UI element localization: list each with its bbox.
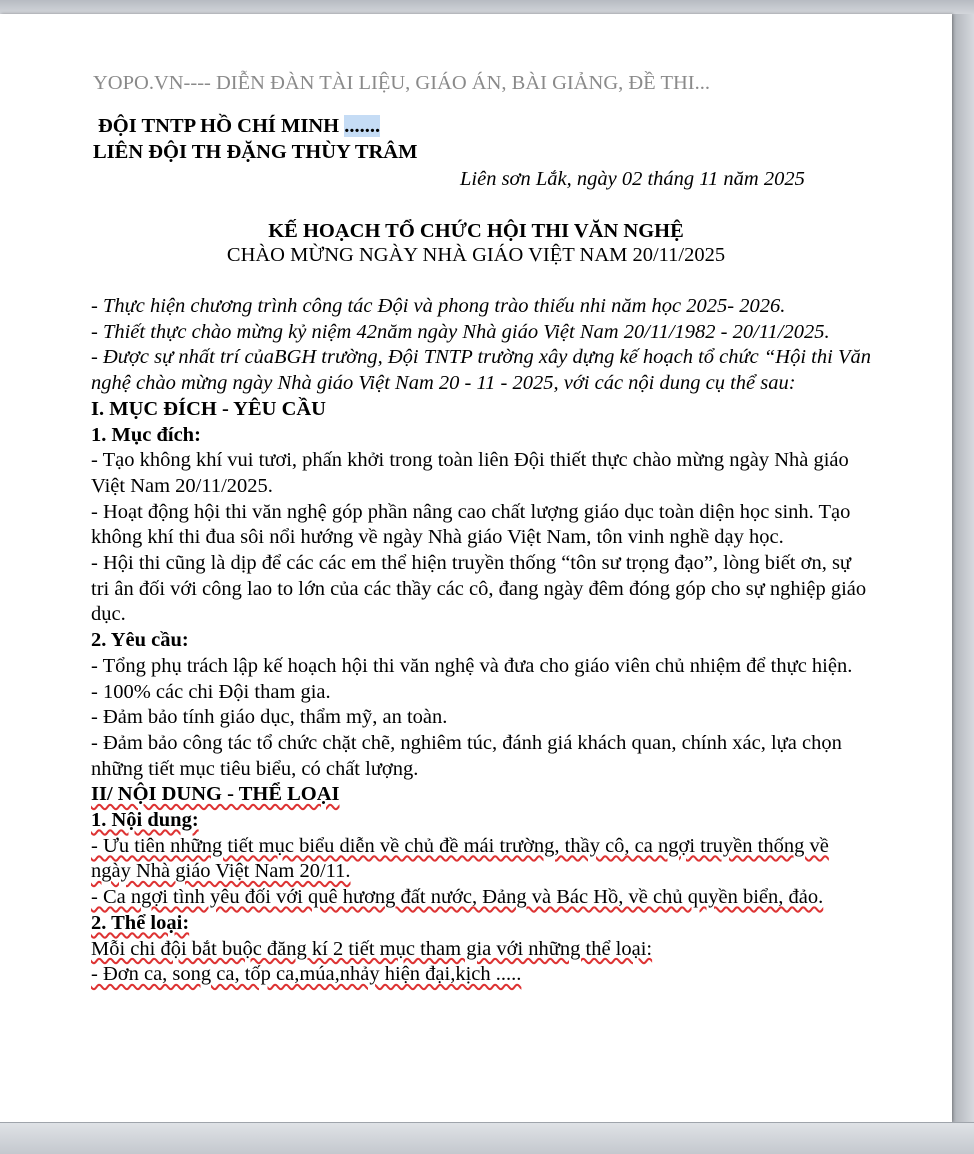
intro-paragraph: - Thực hiện chương trình công tác Đội và phong trào thiếu nhi năm học 2025- 2026. bbox=[91, 295, 786, 317]
vertical-scroll-gutter[interactable] bbox=[952, 14, 974, 1122]
intro-paragraph: - Thiết thực chào mừng kỷ niệm 42năm ngày Nhà giáo Việt Nam 20/11/1982 - 20/11/2025. bbox=[91, 320, 830, 343]
list-item: - 100% các chi Đội tham gia. bbox=[91, 680, 331, 703]
list-item: - Tổng phụ trách lập kế hoạch hội thi văn nghệ và đưa cho giáo viên chủ nhiệm để thực hiện. bbox=[91, 654, 853, 677]
date-line: Liên sơn Lắk, ngày 02 tháng 11 năm 2025 bbox=[460, 168, 805, 190]
section-2-sub-1-heading: 1. Nội dung: bbox=[91, 809, 199, 832]
document-subtitle: CHÀO MỪNG NGÀY NHÀ GIÁO VIỆT NAM 20/11/2025 bbox=[226, 244, 726, 266]
section-1-sub-2-heading: 2. Yêu cầu: bbox=[91, 629, 189, 652]
list-item: - Tạo không khí vui tươi, phấn khởi trong toàn liên Đội thiết thực chào mừng ngày Nhà giáo Việt Nam 20/11/2025. bbox=[91, 449, 849, 497]
section-1-sub-1-heading: 1. Mục đích: bbox=[91, 423, 201, 446]
list-item: - Ưu tiên những tiết mục biểu diễn về chủ đề mái trường, thầy cô, ca ngợi truyền thống về ngày Nhà giáo Việt Nam 20/11. bbox=[91, 834, 829, 883]
selected-text-highlight[interactable]: ....... bbox=[344, 115, 381, 137]
list-item: - Đơn ca, song ca, tốp ca,múa,nhảy hiện đại,kịch ..... bbox=[91, 963, 522, 986]
list-item: - Đảm bảo công tác tổ chức chặt chẽ, nghiêm túc, đánh giá khách quan, chính xác, lựa chọn những tiết mục tiêu biểu, có chất lượng. bbox=[91, 731, 842, 780]
section-2-heading: II/ NỘI DUNG - THỂ LOẠI bbox=[91, 783, 340, 806]
site-header: YOPO.VN---- DIỄN ĐÀN TÀI LIỆU, GIÁO ÁN, BÀI GIẢNG, ĐỀ THI... bbox=[93, 72, 710, 94]
window-top-bar bbox=[0, 0, 974, 14]
document-body bbox=[91, 294, 871, 988]
list-item: - Hoạt động hội thi văn nghệ góp phần nâng cao chất lượng giáo dục toàn diện học sinh. Tạo không khí thi đua sôi nổi hướng về ngày Nhà giáo Việt Nam, tôn vinh nghề dạy học. bbox=[91, 500, 851, 549]
document-page bbox=[0, 14, 952, 1122]
section-1-heading: I. MỤC ĐÍCH - YÊU CẦU bbox=[91, 397, 326, 420]
list-item: - Đảm bảo tính giáo dục, thẩm mỹ, an toàn. bbox=[91, 706, 448, 729]
list-item: - Ca ngợi tình yêu đối với quê hương đất nước, Đảng và Bác Hồ, về chủ quyền biển, đảo. bbox=[91, 886, 824, 909]
list-item: Mỗi chi đội bắt buộc đăng kí 2 tiết mục tham gia với những thể loại: bbox=[91, 937, 653, 960]
window-bottom-bar bbox=[0, 1122, 974, 1154]
org-line-1 bbox=[98, 115, 380, 138]
org-line-2: LIÊN ĐỘI TH ĐẶNG THÙY TRÂM bbox=[93, 141, 418, 163]
document-title: KẾ HOẠCH TỔ CHỨC HỘI THI VĂN NGHỆ bbox=[268, 220, 684, 242]
intro-paragraph: - Được sự nhất trí củaBGH trường, Đội TNTP trường xây dựng kế hoạch tổ chức “Hội thi Văn nghệ chào mừng ngày Nhà giáo Việt Nam 20 - 11 - 2025, với các nội dung cụ thể sau: bbox=[91, 346, 871, 395]
section-2-sub-2-heading: 2. Thể loại: bbox=[91, 911, 190, 934]
list-item: - Hội thi cũng là dịp để các các em thể hiện truyền thống “tôn sư trọng đạo”, lòng biết ơn, sự tri ân đối với công lao to lớn của các thầy các cô, đang ngày đêm đóng góp cho sự nghiệp giáo dục. bbox=[91, 552, 867, 626]
org-line-1-text: ĐỘI TNTP HỒ CHÍ MINH bbox=[98, 115, 345, 137]
